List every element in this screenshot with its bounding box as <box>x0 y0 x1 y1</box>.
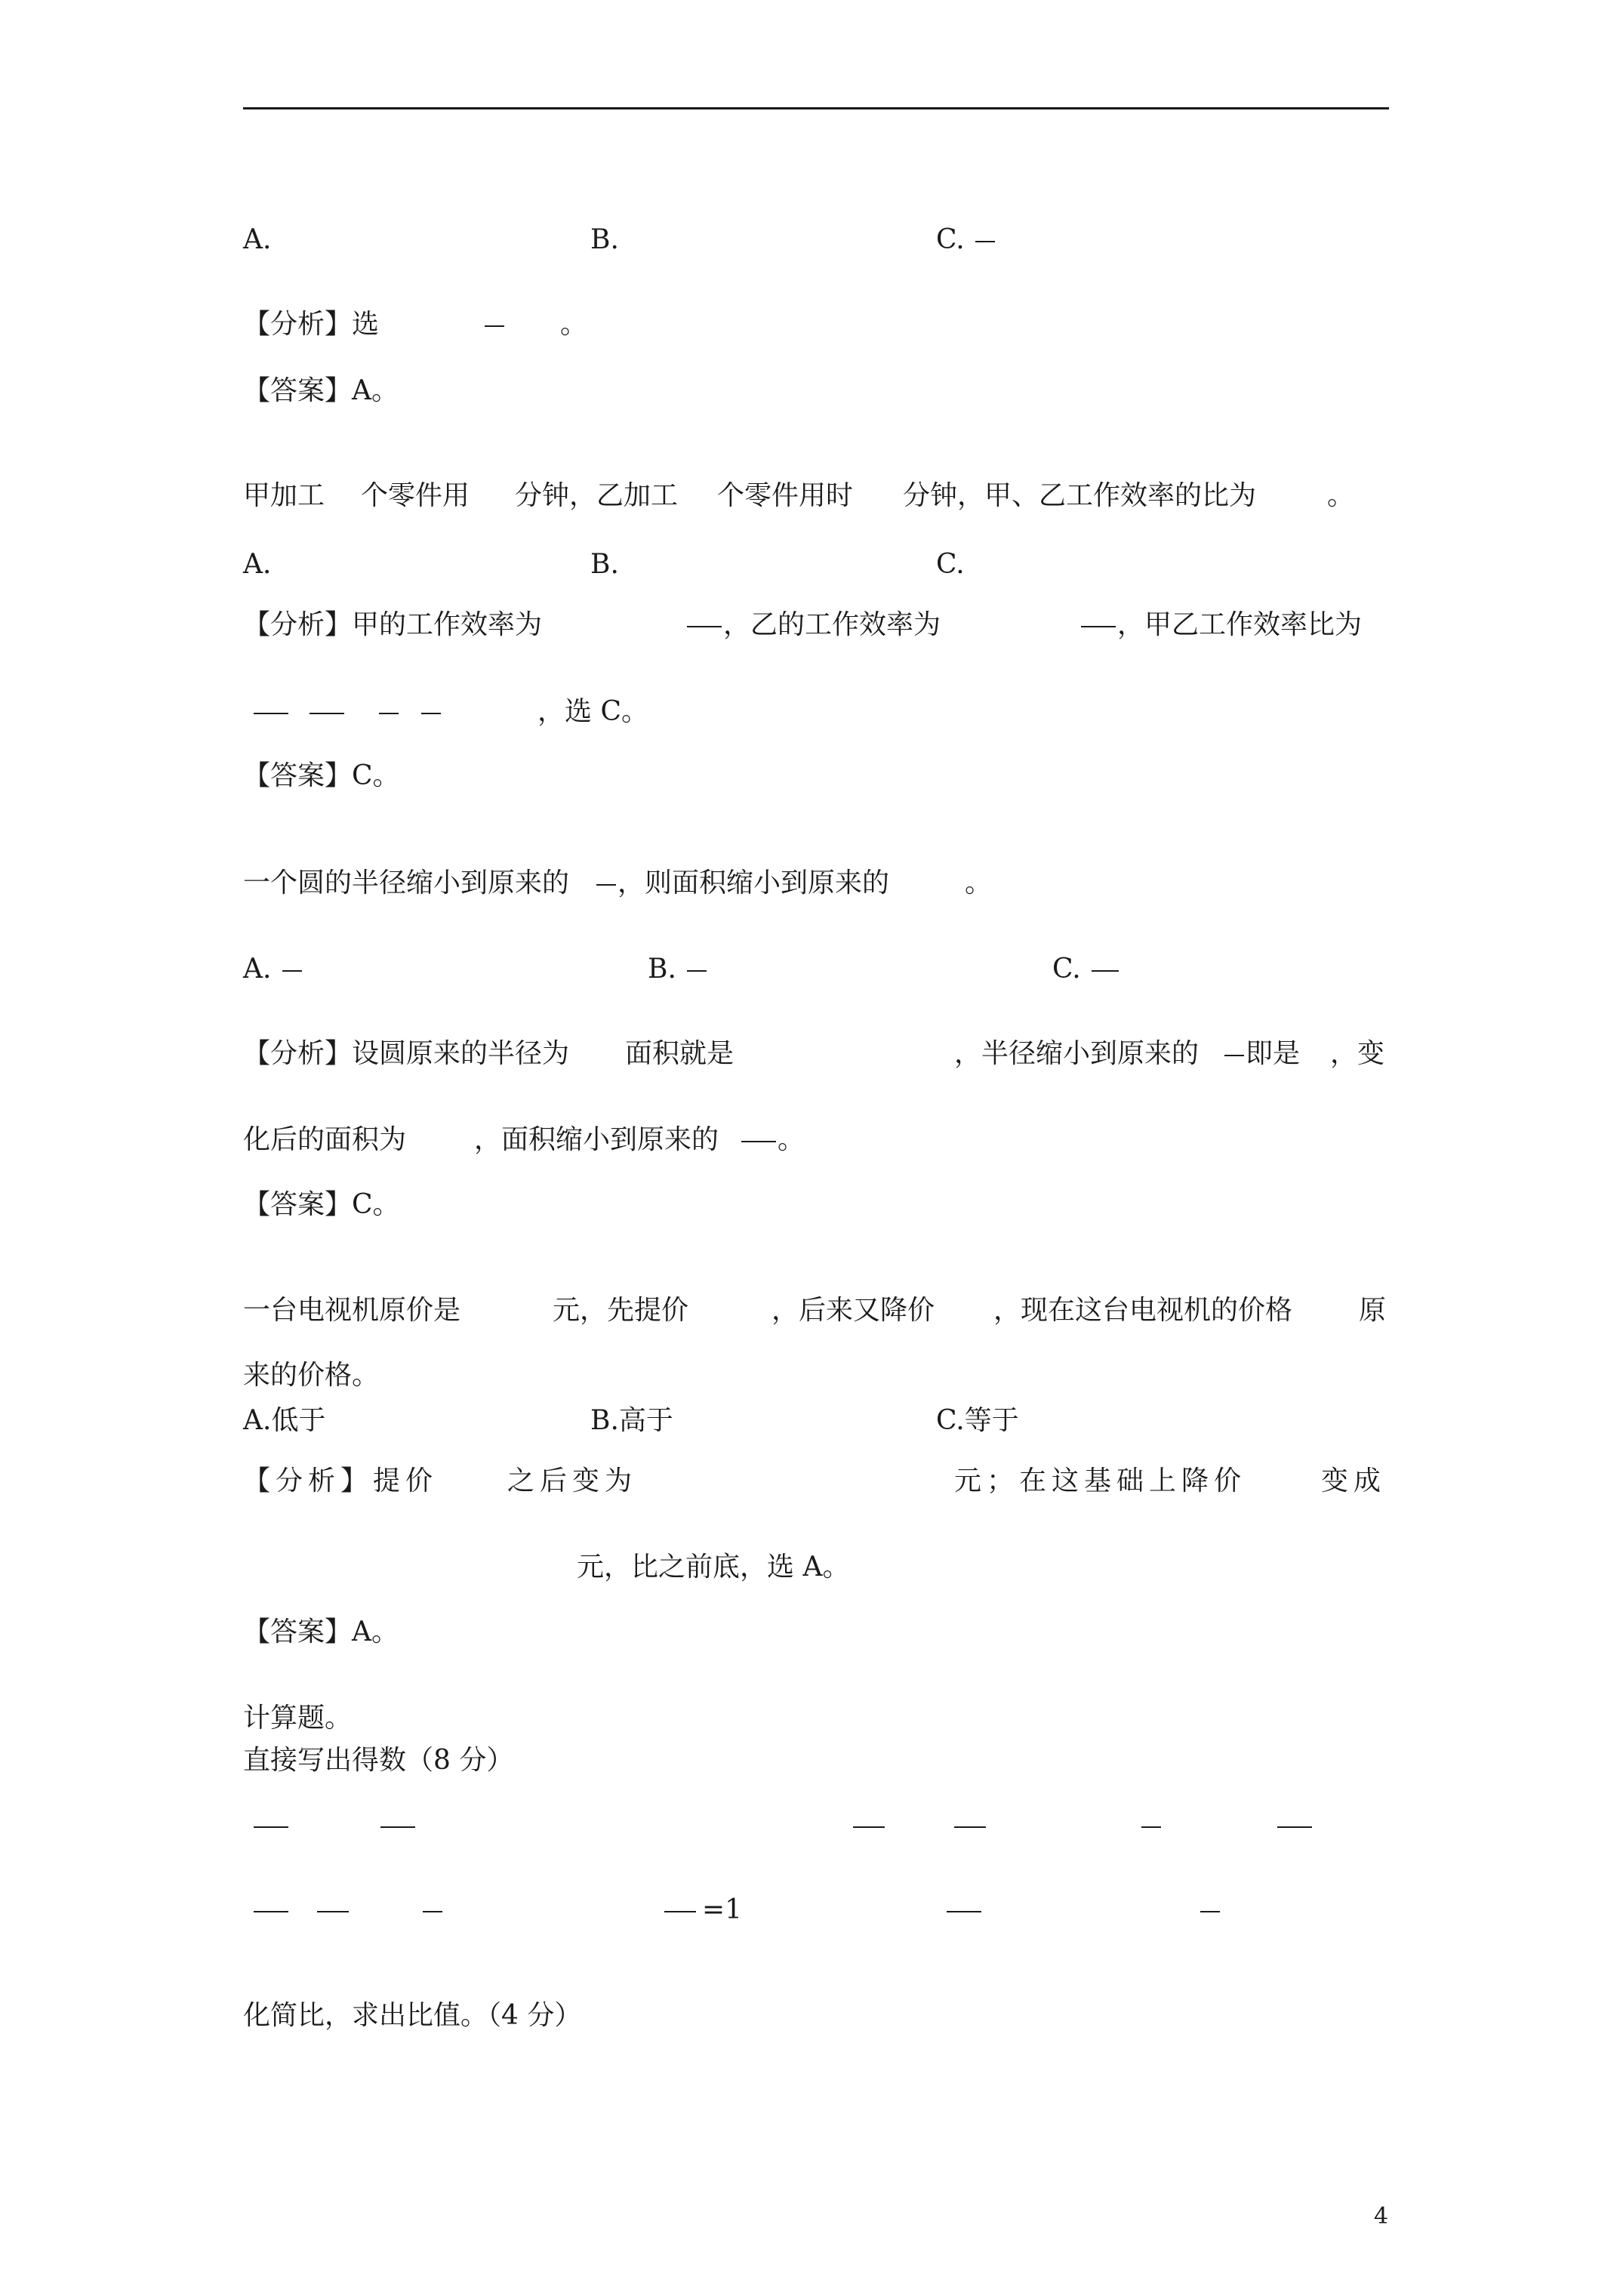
direct-answer-title: 直接写出得数（8 分） <box>243 1745 514 1776</box>
q3-option-b: B. <box>648 954 676 985</box>
q4-analysis-1: 【分析】提价 <box>243 1465 439 1496</box>
q4-text-6: 来的价格。 <box>243 1360 380 1391</box>
q3-analysis-3: ，半径缩小到原来的 <box>954 1038 1200 1069</box>
q1-analysis-end: 。 <box>560 309 588 340</box>
q2-option-a: A. <box>243 549 272 580</box>
fraction-bar <box>954 1826 986 1828</box>
q2-analysis-4: ，选 C。 <box>537 696 648 727</box>
fraction-bar <box>1081 626 1116 627</box>
q1-option-a: A. <box>243 224 272 255</box>
fraction-bar <box>317 1911 349 1912</box>
fraction-bar <box>853 1826 885 1828</box>
q1-option-c: C. <box>936 224 965 255</box>
fraction-bar <box>423 1911 442 1912</box>
fraction-bar <box>379 713 399 714</box>
q4-text-2: 元，先提价 <box>553 1295 689 1326</box>
fraction-bar <box>1277 1826 1312 1828</box>
q3-text-2: ，则面积缩小到原来的 <box>617 868 890 898</box>
fraction-bar <box>254 1826 288 1828</box>
q2-text-6: 。 <box>1327 480 1355 511</box>
q2-text-4: 个零件用时 <box>717 480 854 511</box>
fraction-bar <box>741 1141 776 1142</box>
q3-option-a: A. <box>243 954 272 985</box>
q3-analysis-6: 化后的面积为 <box>243 1124 407 1155</box>
fraction-bar <box>421 713 441 714</box>
q2-analysis-1: 【分析】甲的工作效率为 <box>243 609 543 640</box>
q2-option-b: B. <box>590 549 619 580</box>
q1-answer: 【答案】A。 <box>243 375 399 406</box>
equation-equals-one: =1 <box>702 1894 743 1925</box>
q1-option-b: B. <box>590 224 619 255</box>
q3-analysis-7: ，面积缩小到原来的 <box>474 1124 719 1155</box>
q4-analysis-5: 元，比之前底，选 A。 <box>577 1552 850 1583</box>
q4-analysis-4: 变成 <box>1321 1465 1387 1496</box>
fraction-bar <box>485 325 504 327</box>
q4-answer: 【答案】A。 <box>243 1616 399 1647</box>
q3-analysis-4: 即是 <box>1246 1038 1301 1069</box>
q4-option-a: A.低于 <box>243 1405 326 1436</box>
fraction-bar <box>282 970 302 972</box>
q4-text-1: 一台电视机原价是 <box>243 1295 461 1326</box>
q3-text-1: 一个圆的半径缩小到原来的 <box>243 868 570 898</box>
q2-text-5: 分钟，甲、乙工作效率的比为 <box>903 480 1257 511</box>
fraction-bar <box>1141 1826 1161 1828</box>
q4-analysis-2: 之后变为 <box>507 1465 638 1496</box>
fraction-bar <box>687 626 722 627</box>
q3-analysis-1: 【分析】设圆原来的半径为 <box>243 1038 570 1069</box>
fraction-bar <box>1224 1055 1244 1056</box>
q4-analysis-3: 元；在这基础上降价 <box>954 1465 1247 1496</box>
simplify-ratio-title: 化简比，求出比值。（4 分） <box>243 2000 582 2031</box>
page-number: 4 <box>1374 2203 1389 2230</box>
fraction-bar <box>975 241 995 242</box>
fraction-bar <box>596 884 616 886</box>
q4-option-c: C.等于 <box>936 1405 1019 1436</box>
q2-analysis-3: ，甲乙工作效率比为 <box>1117 609 1363 640</box>
fraction-bar <box>310 713 344 714</box>
q3-analysis-2: 面积就是 <box>625 1038 735 1069</box>
q3-analysis-8: 。 <box>778 1124 805 1155</box>
fraction-bar <box>1092 970 1119 972</box>
fraction-bar <box>254 713 288 714</box>
fraction-bar <box>254 1911 288 1912</box>
header-rule <box>243 107 1389 109</box>
fraction-bar <box>947 1911 981 1912</box>
q4-text-5: 原 <box>1359 1295 1387 1326</box>
q2-analysis-2: ，乙的工作效率为 <box>723 609 941 640</box>
q4-text-3: ，后来又降价 <box>771 1295 935 1326</box>
calc-section-title: 计算题。 <box>243 1703 353 1734</box>
q4-text-4: ，现在这台电视机的价格 <box>993 1295 1293 1326</box>
fraction-bar <box>664 1911 696 1912</box>
fraction-bar <box>687 970 707 972</box>
q3-text-3: 。 <box>965 868 993 898</box>
q2-text-1: 甲加工 <box>243 480 325 511</box>
q4-option-b: B.高于 <box>590 1405 673 1436</box>
q2-option-c: C. <box>936 549 965 580</box>
q3-answer: 【答案】C。 <box>243 1189 400 1220</box>
fraction-bar <box>1200 1911 1220 1912</box>
q1-analysis: 【分析】选 <box>243 309 380 340</box>
q2-text-3: 分钟，乙加工 <box>515 480 679 511</box>
q2-text-2: 个零件用 <box>361 480 470 511</box>
fraction-bar <box>380 1826 415 1828</box>
q3-analysis-5: ，变 <box>1330 1038 1385 1069</box>
q2-answer: 【答案】C。 <box>243 760 400 791</box>
q3-option-c: C. <box>1052 954 1081 985</box>
